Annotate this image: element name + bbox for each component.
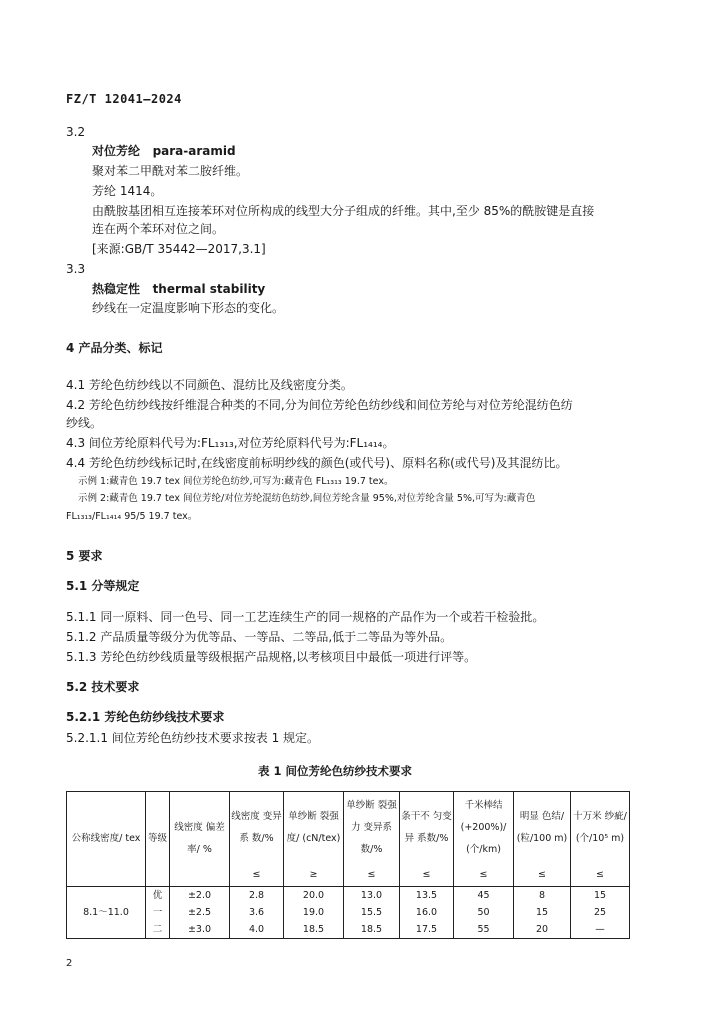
table-row <box>67 921 630 939</box>
source-reference: [来源:GB/T 35442—2017,3.1] <box>92 242 266 256</box>
clause-number-3-3: 3.3 <box>66 262 86 276</box>
grade-cell: 优 <box>146 887 170 905</box>
value-cell: 25 <box>571 904 630 921</box>
limit-cell: ≤ <box>400 864 454 887</box>
value-cell: 16.0 <box>400 904 454 921</box>
definition-line: 芳纶 1414。 <box>92 184 163 198</box>
table-row <box>67 887 630 905</box>
value-cell: 55 <box>454 921 514 939</box>
limit-cell: ≤ <box>571 864 630 887</box>
limit-cell: ≥ <box>284 864 344 887</box>
definition-line: 聚对苯二甲酰对苯二胺纤维。 <box>92 164 249 178</box>
term-en: para-aramid <box>152 144 236 158</box>
term-zh: 热稳定性 <box>92 282 141 296</box>
value-cell: — <box>571 921 630 939</box>
clause-number-3-2: 3.2 <box>66 125 86 139</box>
clause-5-2-1: 5.2.1 芳纶色纺纱线技术要求 <box>66 710 225 724</box>
grade-cell: 二 <box>146 921 170 939</box>
page-number: 2 <box>66 958 73 969</box>
value-cell: 3.6 <box>230 904 284 921</box>
value-cell: 45 <box>454 887 514 905</box>
term-thermal-stability <box>92 281 265 297</box>
value-cell: ±2.5 <box>170 904 230 921</box>
nominal-density-cell: 8.1～11.0 <box>67 887 146 939</box>
limit-cell: ≤ <box>344 864 400 887</box>
value-cell: 17.5 <box>400 921 454 939</box>
clause-5-2-1-1: 5.2.1.1 间位芳纶色纺纱技术要求按表 1 规定。 <box>66 731 320 745</box>
value-cell: 20.0 <box>284 887 344 905</box>
definition-line: 连在两个苯环对位之间。 <box>92 222 225 236</box>
clause-5-1-2: 5.1.2 产品质量等级分为优等品、一等品、二等品,低于二等品为等外品。 <box>66 630 453 644</box>
spec-table <box>66 791 630 939</box>
table-caption: 表 1 间位芳纶色纺纱技术要求 <box>258 764 413 778</box>
limit-cell: ≤ <box>514 864 571 887</box>
value-cell: 15 <box>571 887 630 905</box>
example-2: 示例 2:藏青色 19.7 tex 间位芳纶/对位芳纶混纺色纺纱,间位芳纶含量 95%,对位芳纶含量 5%,可写为:藏青色 <box>78 493 536 504</box>
clause-4-2-cont: 纱线。 <box>66 416 103 430</box>
limit-cell: ≤ <box>454 864 514 887</box>
header-cell: 单纱断 裂强力 变异系 数/% <box>344 792 400 865</box>
header-cell: 公称线密度/ tex <box>67 792 146 887</box>
value-cell: 13.0 <box>344 887 400 905</box>
limit-cell: ≤ <box>230 864 284 887</box>
header-cell: 单纱断 裂强度/ (cN/tex) <box>284 792 344 865</box>
clause-4-1: 4.1 芳纶色纺纱线以不同颜色、混纺比及线密度分类。 <box>66 378 353 392</box>
header-cell: 明显 色结/ (粒/100 m) <box>514 792 571 865</box>
value-cell: 20 <box>514 921 571 939</box>
term-en: thermal stability <box>152 282 266 296</box>
value-cell: 19.0 <box>284 904 344 921</box>
term-zh: 对位芳纶 <box>92 144 141 158</box>
header-cell: 线密度 变异系 数/% <box>230 792 284 865</box>
clause-4-4: 4.4 芳纶色纺纱线标记时,在线密度前标明纱线的颜色(或代号)、原料名称(或代号)及其混纺比。 <box>66 456 568 470</box>
clause-5-2: 5.2 技术要求 <box>66 680 140 694</box>
clause-5-1-1: 5.1.1 同一原料、同一色号、同一工艺连续生产的同一规格的产品作为一个或若干检验批。 <box>66 610 545 624</box>
term-zh-para-aramid <box>92 143 236 159</box>
example-1: 示例 1:藏青色 19.7 tex 间位芳纶色纺纱,可写为:藏青色 FL₁₃₁₃ 19.7 tex。 <box>78 476 394 487</box>
section-heading-5: 5 要求 <box>66 549 103 563</box>
clause-4-3: 4.3 间位芳纶原料代号为:FL₁₃₁₃,对位芳纶原料代号为:FL₁₄₁₄。 <box>66 436 395 450</box>
value-cell: ±3.0 <box>170 921 230 939</box>
value-cell: 18.5 <box>344 921 400 939</box>
value-cell: 8 <box>514 887 571 905</box>
value-cell: 13.5 <box>400 887 454 905</box>
table-row <box>67 904 630 921</box>
value-cell: 50 <box>454 904 514 921</box>
value-cell: 15.5 <box>344 904 400 921</box>
section-heading-4: 4 产品分类、标记 <box>66 341 163 355</box>
clause-4-2: 4.2 芳纶色纺纱线按纤维混合种类的不同,分为间位芳纶色纺纱线和间位芳纶与对位芳纶混纺色纺 <box>66 398 573 412</box>
standard-code: FZ/T 12041—2024 <box>66 92 182 106</box>
header-cell: 十万米 纱疵/ (个/10⁵ m) <box>571 792 630 865</box>
header-cell: 等级 <box>146 792 170 887</box>
table-header-row <box>67 792 630 865</box>
definition-line: 纱线在一定温度影响下形态的变化。 <box>92 301 285 315</box>
value-cell: ±2.0 <box>170 887 230 905</box>
example-2-cont: FL₁₃₁₃/FL₁₄₁₄ 95/5 19.7 tex。 <box>66 511 198 522</box>
value-cell: 15 <box>514 904 571 921</box>
header-cell: 千米棒结 (+200%)/ (个/km) <box>454 792 514 865</box>
grade-cell: 一 <box>146 904 170 921</box>
value-cell: 18.5 <box>284 921 344 939</box>
clause-5-1: 5.1 分等规定 <box>66 579 140 593</box>
clause-5-1-3: 5.1.3 芳纶色纺纱线质量等级根据产品规格,以考核项目中最低一项进行评等。 <box>66 650 477 664</box>
value-cell: 4.0 <box>230 921 284 939</box>
definition-line: 由酰胺基团相互连接苯环对位所构成的线型大分子组成的纤维。其中,至少 85%的酰胺键是直接 <box>92 204 595 218</box>
header-cell: 线密度 偏差率/ % <box>170 792 230 887</box>
value-cell: 2.8 <box>230 887 284 905</box>
header-cell: 条干不 匀变异 系数/% <box>400 792 454 865</box>
